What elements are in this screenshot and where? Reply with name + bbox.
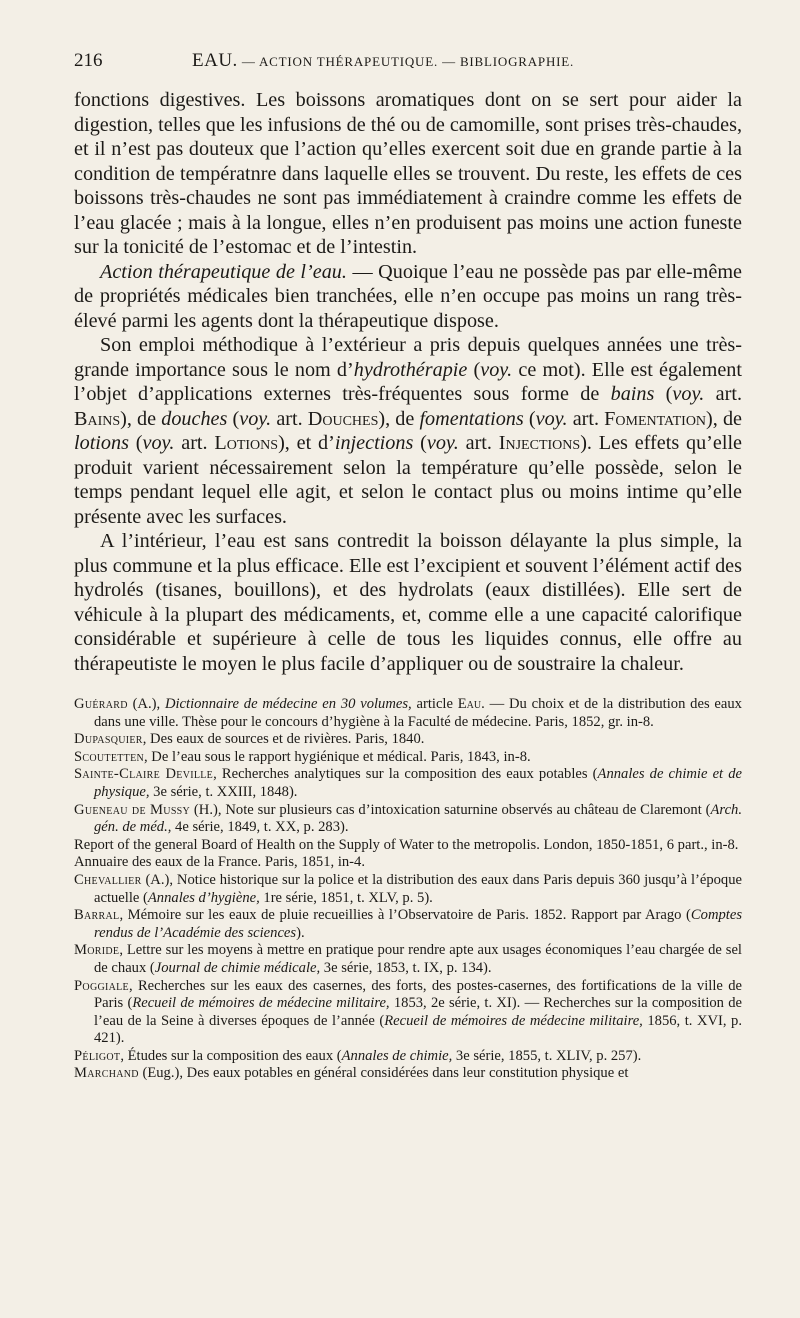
entry-text: (Eug.), Des eaux potables en général considérées dans leur constitution physique et xyxy=(138,1065,629,1082)
entry-source-title: Arch. gén. de méd., xyxy=(94,801,742,836)
entry-author: Chevallier xyxy=(74,871,142,888)
entry-source-title: Comptes rendus de l’Académie des sciences xyxy=(94,907,742,941)
entry-author: Marchand xyxy=(74,1065,139,1082)
cross-reference: Fomentation xyxy=(604,407,707,430)
entry-source-title: Annales de chimie, xyxy=(341,1047,453,1064)
text-span: ). Les effets qu’elle produit varient nécessairement selon la température qu’elle possède, selon le temps pendant lequel elle agit, et selon le contact plus ou moins intime qu’elle présente avec les surfaces. xyxy=(74,432,743,528)
text-span: art. xyxy=(271,407,308,430)
text-span: ), de xyxy=(378,407,420,430)
italic-term: voy. xyxy=(480,358,513,381)
bibliography-entry xyxy=(74,854,742,872)
entry-text: 3e série, 1853, t. IX, p. 134). xyxy=(320,959,492,976)
entry-text: 3e série, t. XXIII, 1848). xyxy=(149,783,298,800)
bibliography-entry xyxy=(74,749,742,767)
entry-text: (H.), Note sur plusieurs cas d’intoxication saturnine observés au château de Claremont ( xyxy=(190,801,711,818)
text-span: Son emploi méthodique à l’extérieur a pris depuis quelques années une très-grande importance sous le nom d’ xyxy=(74,334,742,381)
entry-source-title: Annales d’hygiène, xyxy=(147,889,260,906)
page-number: 216 xyxy=(74,50,103,71)
cross-reference: Injections xyxy=(498,432,581,454)
entry-text: 3e série, 1855, t. XLIV, p. 257). xyxy=(452,1047,642,1064)
paragraph-2-text: — Quoique l’eau ne possède pas par elle-même de propriétés médicales bien tranchées, elle n’en occupe pas moins un rang très-élevé parmi les agents dont la thérapeutique dispose. xyxy=(74,260,742,332)
section-heading: Action thérapeutique de l’eau. xyxy=(100,260,347,283)
entry-author: Scoutetten xyxy=(74,748,144,765)
text-span: ), et d’ xyxy=(278,432,335,454)
text-span: ( xyxy=(227,407,240,430)
entry-author: Sainte-Claire Deville xyxy=(74,766,214,783)
text-span: art. xyxy=(704,383,742,405)
running-title-rest: — ACTION THÉRAPEUTIQUE. — BIBLIOGRAPHIE. xyxy=(237,54,575,69)
entry-author: Dupasquier xyxy=(74,731,143,748)
running-head xyxy=(74,50,742,80)
running-title-main: EAU. xyxy=(192,50,238,71)
bibliography xyxy=(74,696,742,1083)
entry-text: , Lettre sur les moyens à mettre en pratique pour rendre apte aux usages économiques l’eau chargée de sel de chaux ( xyxy=(94,942,742,976)
entry-text: ). xyxy=(296,924,305,941)
entry-source-title: Dictionnaire de médecine en 30 volumes, xyxy=(164,696,412,712)
bibliography-entry xyxy=(74,696,742,731)
cross-reference: Lotions xyxy=(214,432,279,454)
entry-text: . — Du choix et de la distribution des eaux dans une ville. Thèse pour le concours d’hygiène à la Faculté de médecine. Paris, 1852, gr. in-8. xyxy=(94,696,742,730)
italic-term: voy. xyxy=(142,432,175,454)
italic-term: voy. xyxy=(535,407,568,430)
entry-source-title: Annales de chimie et de physique, xyxy=(94,766,742,800)
text-span: ce mot). Elle est également l’objet d’applications externes très-fréquentes sous forme de xyxy=(74,358,742,405)
cross-reference: Bains xyxy=(74,407,121,430)
paragraph-3 xyxy=(74,333,742,529)
running-title xyxy=(192,50,574,72)
bibliography-entry xyxy=(74,802,742,837)
italic-term: voy. xyxy=(239,407,272,430)
entry-text: , Mémoire sur les eaux de pluie recueillies à l’Observatoire de Paris. 1852. Rapport par Arago ( xyxy=(119,907,691,924)
entry-text: (A.), xyxy=(127,696,165,712)
text-span: ( xyxy=(467,358,481,381)
entry-author: Barral xyxy=(74,907,120,924)
italic-term: hydrothérapie xyxy=(353,358,468,381)
bibliography-entry xyxy=(74,1048,742,1066)
entry-author: Poggiale xyxy=(74,977,129,994)
italic-term: fomentations xyxy=(419,407,524,430)
entry-source-title: Recueil de mémoires de médecine militaire, xyxy=(384,1012,643,1029)
italic-term: bains xyxy=(610,383,655,405)
text-span: ( xyxy=(654,383,673,405)
entry-text: , De l’eau sous le rapport hygiénique et médical. Paris, 1843, in-8. xyxy=(144,748,531,765)
text-span: ( xyxy=(128,432,143,454)
body-text xyxy=(74,88,742,676)
entry-text: 4e série, 1849, t. XX, p. 283). xyxy=(171,819,349,836)
italic-term: voy. xyxy=(426,432,459,454)
entry-text: Annuaire des eaux de la France. Paris, 1851, in-4. xyxy=(74,854,365,871)
italic-term: voy. xyxy=(672,383,705,405)
italic-term: lotions xyxy=(74,432,129,454)
entry-text: , Recherches sur les eaux des casernes, des forts, des postes-casernes, des fortifications de la ville de Paris ( xyxy=(94,977,742,1012)
entry-text: , Des eaux de sources et de rivières. Paris, 1840. xyxy=(142,731,425,748)
bibliography-entry xyxy=(74,942,742,977)
entry-text: article xyxy=(411,696,458,712)
bibliography-entry xyxy=(74,907,742,942)
entry-source-title: Journal de chimie médicale, xyxy=(154,959,321,976)
text-span: ( xyxy=(413,432,427,454)
bibliography-entry xyxy=(74,978,742,1048)
text-span: art. xyxy=(174,432,215,454)
text-span: art. xyxy=(567,407,605,430)
italic-term: douches xyxy=(161,407,228,430)
entry-text: , Recherches analytiques sur la composition des eaux potables ( xyxy=(213,766,598,783)
book-page xyxy=(74,50,742,1300)
entry-text: Eau xyxy=(457,696,482,712)
entry-author: Gueneau de Mussy xyxy=(74,801,191,818)
entry-author: Péligot xyxy=(74,1047,121,1064)
entry-text: 1853, 2e série, t. XI). — Recherches sur la composition de l’eau de la Seine à diverses époques de l’année ( xyxy=(94,995,743,1029)
bibliography-entry xyxy=(74,872,742,907)
bibliography-entry xyxy=(74,731,742,749)
text-span: ( xyxy=(523,407,536,430)
paragraph-1: fonctions digestives. Les boissons aromatiques dont on se sert pour aider la digestion, telles que les infusions de thé ou de camomille, sont prises très-chaudes, et il n’est pas douteux que l’action qu’elles exercent soit due en grande partie à la condition de températnre dans laquelle elles se trouvent. Du reste, les effets de ces boissons très-chaudes ne sont pas immédiatement à craindre comme les effets de l’eau glacée ; mais à la longue, elles n’en produisent pas moins une action funeste sur la tonicité de l’estomac et de l’intestin. xyxy=(74,89,742,258)
text-span: art. xyxy=(458,432,499,454)
text-span: ), de xyxy=(706,407,742,430)
entry-author: Moride xyxy=(74,942,120,959)
entry-author: Guérard xyxy=(74,696,128,712)
entry-text: 1856, t. XVI, p. 421). xyxy=(94,1012,742,1047)
entry-text: 1re série, 1851, t. XLV, p. 5). xyxy=(259,889,433,906)
entry-text: Report of the general Board of Health on the Supply of Water to the metropolis. London, 1850-1851, 6 part., in-8. xyxy=(74,836,739,853)
entry-source-title: Recueil de mémoires de médecine militaire, xyxy=(132,995,390,1012)
bibliography-entry xyxy=(74,837,742,855)
entry-text: (A.), Notice historique sur la police et la distribution des eaux dans Paris depuis 360 jusqu’à l’époque actuelle ( xyxy=(94,871,742,906)
italic-term: injections xyxy=(334,432,414,454)
bibliography-entry xyxy=(74,1065,742,1083)
text-span: ), de xyxy=(120,407,162,430)
paragraph-4: A l’intérieur, l’eau est sans contredit la boisson délayante la plus simple, la plus commune et la plus efficace. Elle est l’excipient et souvent l’élément actif des hydrolés (tisanes, bouillons), et des hydrolats (eaux distillées). Elle sert de véhicule à la plupart des médicaments, et, comme elle a une capacité calorifique considérable et supérieure à celle de tous les liquides connus, elle offre au thérapeutiste le moyen le plus facile d’appliquer ou de soustraire la chaleur. xyxy=(74,530,742,675)
entry-text: , Études sur la composition des eaux ( xyxy=(120,1047,342,1064)
paragraph-2 xyxy=(74,260,742,334)
cross-reference: Douches xyxy=(307,407,379,430)
bibliography-entry xyxy=(74,766,742,801)
